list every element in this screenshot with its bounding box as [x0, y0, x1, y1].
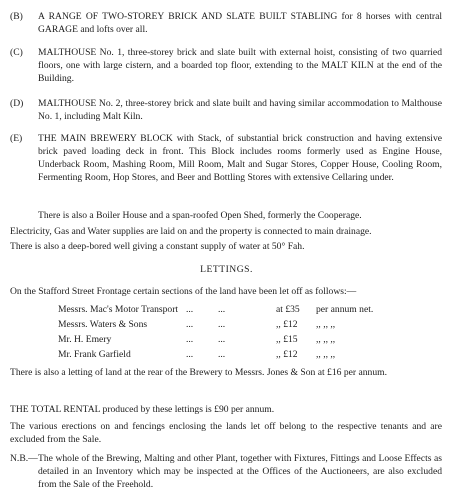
item-b: [10, 10, 442, 36]
rent-terms: ,, ,, ,,: [316, 319, 336, 330]
leader-dots: ...: [218, 349, 226, 360]
item-text: THE MAIN BREWERY BLOCK with Stack, of substantial brick construction and having extensive brick paved loading deck in front. This Block includes rooms formerly used as Engine House, Underback Room, Mashing Room, Mill Room, Malt and Sugar Stores, Copper House, Cooling Room, Fermenting Room, Hop Stores, and Beer and Bottling Stores with extensive Cellaring under.: [38, 133, 442, 183]
leader-dots: ...: [186, 334, 194, 345]
item-text: A RANGE OF TWO-STOREY BRICK AND SLATE BUILT STABLING for 8 horses with central GARAGE and lofts over all.: [38, 11, 442, 35]
item-e: [10, 132, 442, 184]
item-letter: (E): [10, 133, 23, 144]
leader-dots: ...: [186, 304, 194, 315]
item-letter: (B): [10, 11, 23, 22]
leader-dots: ...: [186, 319, 194, 330]
rent-amount: ,, £12: [276, 319, 298, 330]
rear-letting-paragraph: There is also a letting of land at the rear of the Brewery to Messrs. Jones & Son at £16 per annum.: [10, 367, 387, 378]
leader-dots: ...: [218, 304, 226, 315]
rent-terms: per annum net.: [316, 304, 374, 315]
rent-amount: ,, £15: [276, 334, 298, 345]
item-letter: (C): [10, 47, 23, 58]
rent-terms: ,, ,, ,,: [316, 334, 336, 345]
boiler-house-line: There is also a Boiler House and a span-roofed Open Shed, formerly the Cooperage.: [38, 210, 362, 221]
rent-amount: ,, £12: [276, 349, 298, 360]
tenant-name: Messrs. Waters & Sons: [58, 319, 148, 330]
rent-amount: at £35: [276, 304, 300, 315]
item-letter: (D): [10, 98, 24, 109]
lettings-heading: LETTINGS.: [200, 264, 253, 275]
rent-terms: ,, ,, ,,: [316, 349, 336, 360]
leader-dots: ...: [218, 334, 226, 345]
erections-note: The various erections on and fencings enclosing the lands let off belong to the respective tenants and are excluded from the Sale.: [10, 421, 442, 445]
nb-text: The whole of the Brewing, Malting and other Plant, together with Fixtures, Fittings and Loose Effects as detailed in an Inventory which may be inspected at the Offices of the Auctioneers, are also excluded from the Sale of the Freehold.: [38, 453, 442, 490]
tenant-name: Mr. H. Emery: [58, 334, 112, 345]
nb-note: [10, 452, 442, 491]
leader-dots: ...: [218, 319, 226, 330]
leader-dots: ...: [186, 349, 194, 360]
tenant-name: Messrs. Mac's Motor Transport: [58, 304, 179, 315]
item-c: [10, 46, 442, 85]
well-line: There is also a deep-bored well giving a constant supply of water at 50° Fah.: [10, 241, 305, 252]
frontage-line: On the Stafford Street Frontage certain sections of the land have been let off as follows:—: [10, 286, 357, 297]
item-d: [10, 97, 442, 123]
item-text: MALTHOUSE No. 2, three-storey brick and slate built and having similar accommodation to Malthouse No. 1, including Malt Kiln.: [38, 98, 442, 122]
item-text: MALTHOUSE No. 1, three-storey brick and slate built with external hoist, consisting of two quarried floors, one with large cistern, and a boarded top floor, extending to the MALT KILN at the end of the Building.: [38, 47, 442, 84]
services-line: Electricity, Gas and Water supplies are laid on and the property is connected to main drainage.: [10, 226, 372, 237]
tenant-name: Mr. Frank Garfield: [58, 349, 131, 360]
nb-lead: N.B.—: [10, 453, 38, 464]
total-rental-line: THE TOTAL RENTAL produced by these lettings is £90 per annum.: [10, 404, 275, 415]
